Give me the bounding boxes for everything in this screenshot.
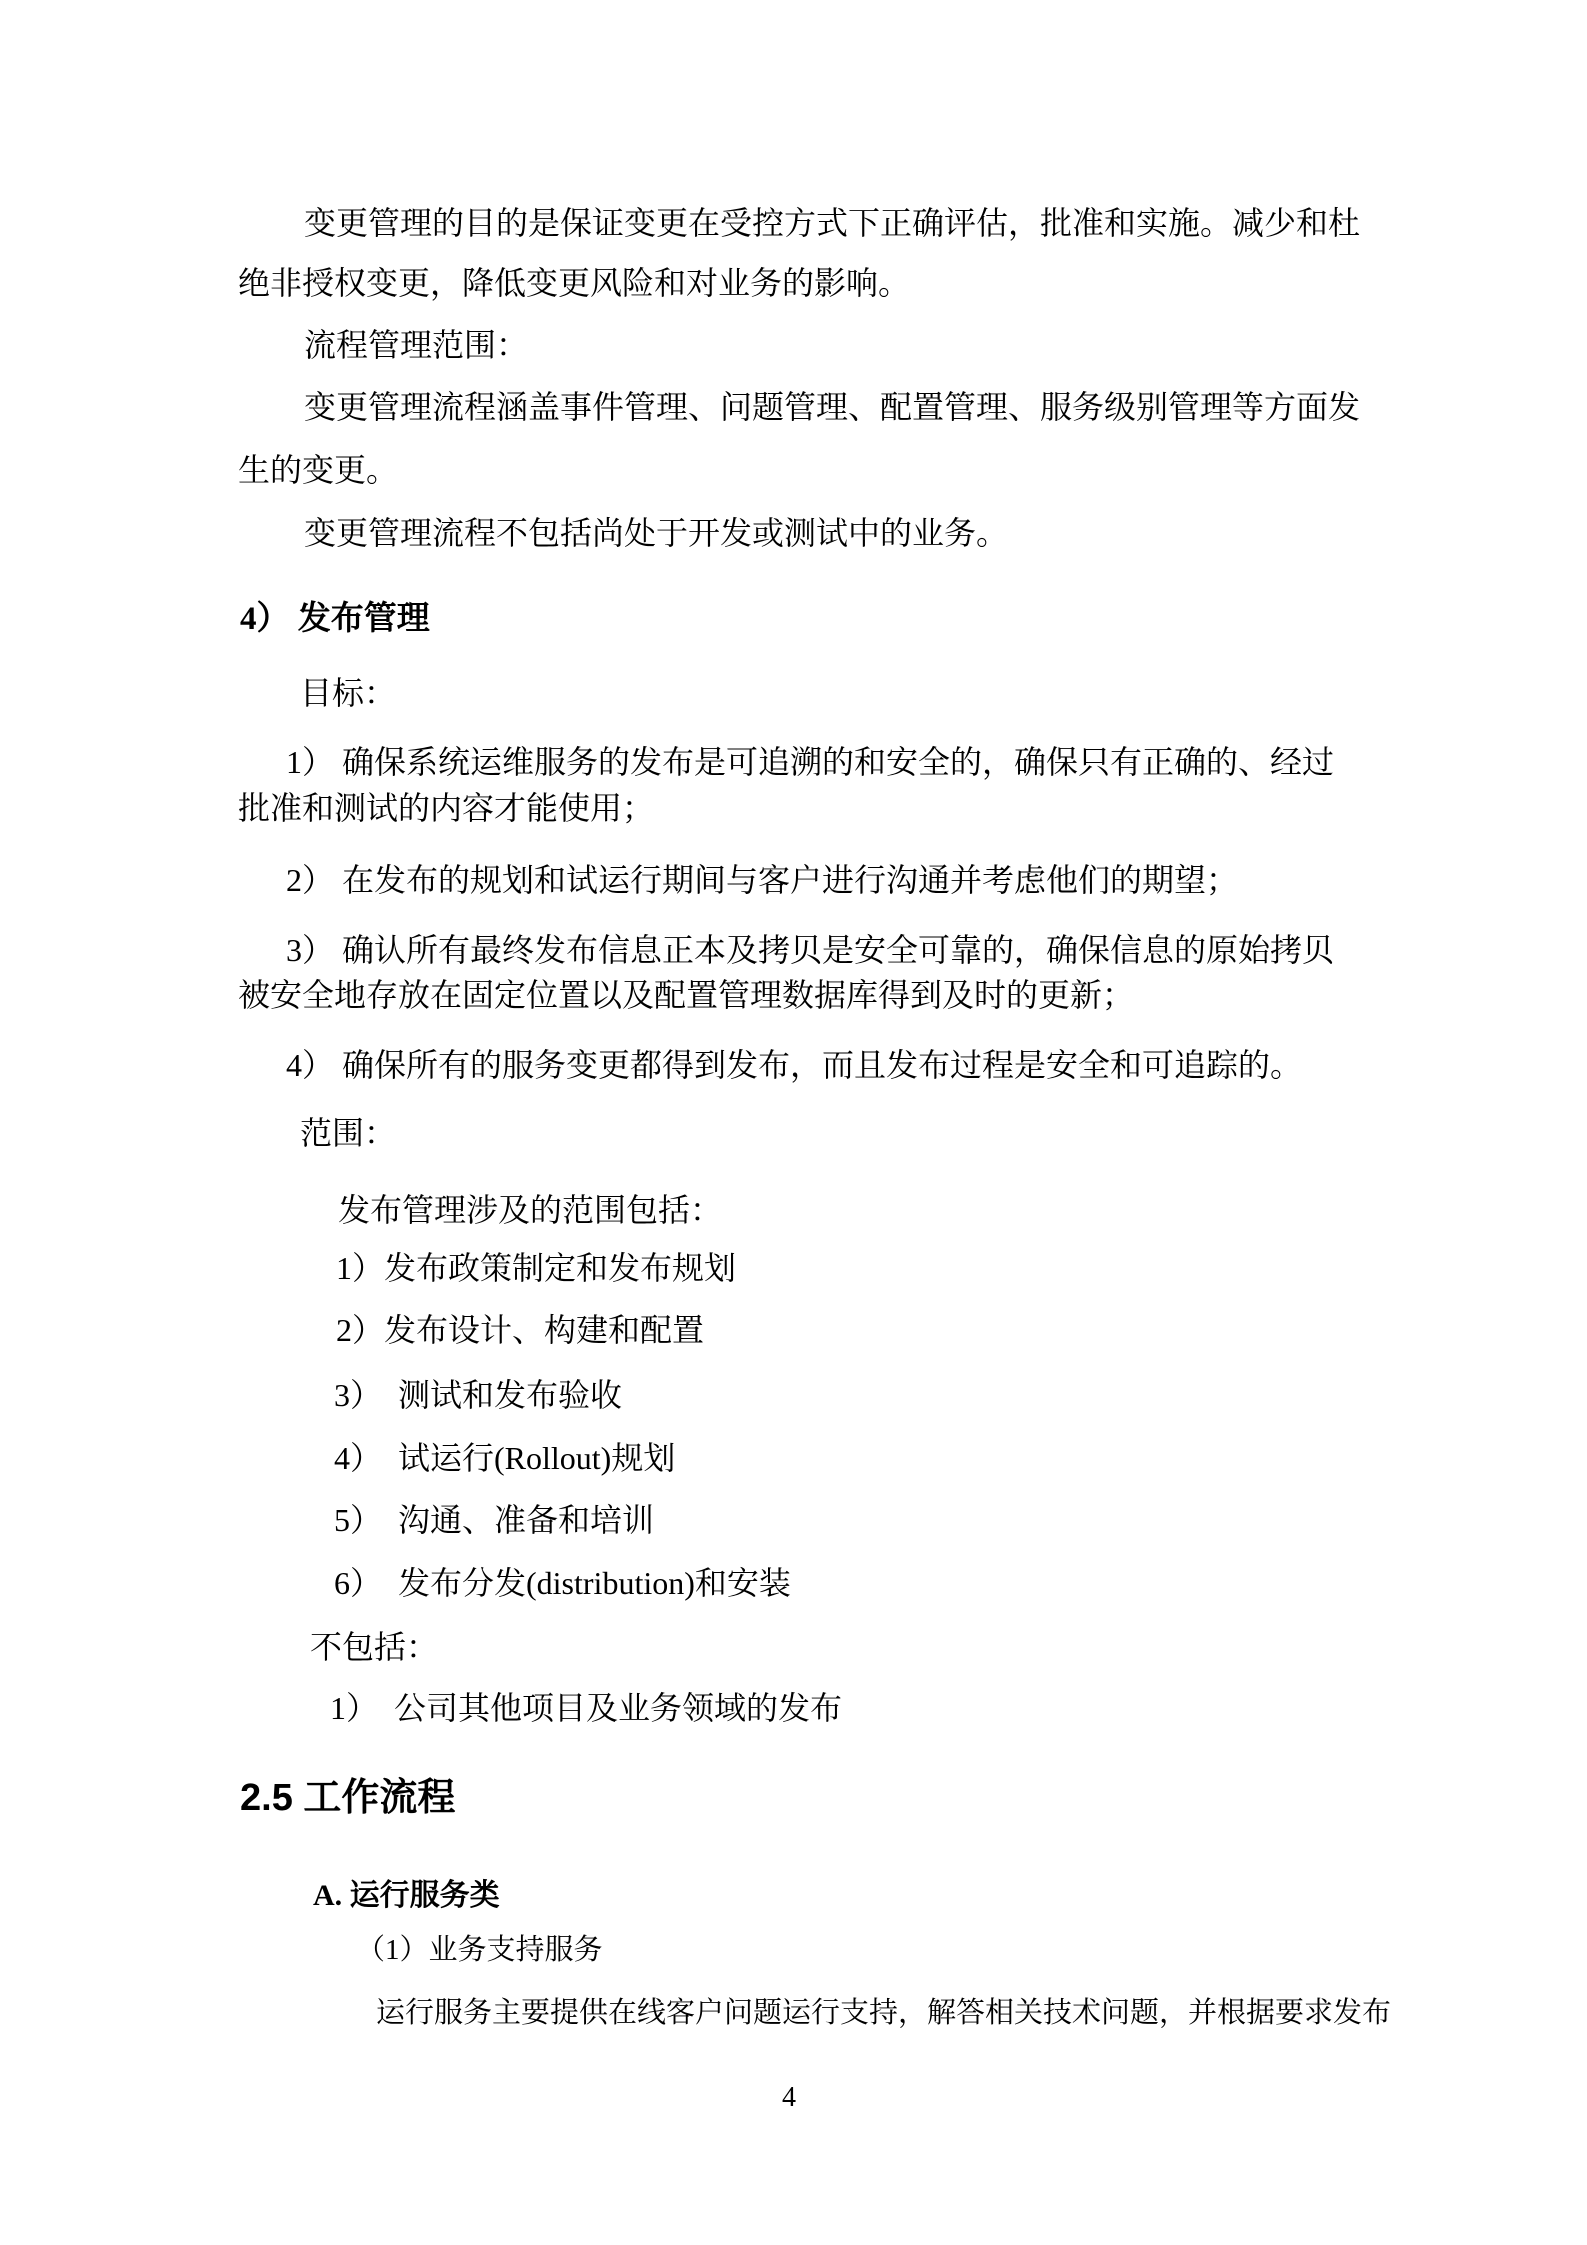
- scope-item-3: 3） 测试和发布验收: [334, 1377, 623, 1413]
- exclusion-item: 1） 公司其他项目及业务领域的发布: [330, 1690, 843, 1726]
- workflow-body-line1: 运行服务主要提供在线客户问题运行支持，解答相关技术问题，并根据要求发布: [376, 1997, 1392, 2029]
- release-scope-label: 范围：: [300, 1115, 397, 1151]
- workflow-heading: 2.5 工作流程: [240, 1777, 456, 1819]
- release-mgmt-heading: 4） 发布管理: [240, 601, 430, 637]
- scope-item-1: 1）发布政策制定和发布规划: [336, 1250, 737, 1286]
- goal3-line2: 被安全地存放在固定位置以及配置管理数据库得到及时的更新；: [238, 977, 1135, 1013]
- change-exclusion: 变更管理流程不包括尚处于开发或测试中的业务。: [304, 515, 1009, 551]
- goal4: 4） 确保所有的服务变更都得到发布，而且发布过程是安全和可追踪的。: [286, 1047, 1303, 1083]
- page-number: 4: [782, 2082, 796, 2113]
- goal1-line2: 批准和测试的内容才能使用；: [238, 790, 655, 826]
- change-scope-line1: 变更管理流程涵盖事件管理、问题管理、配置管理、服务级别管理等方面发: [304, 389, 1361, 425]
- scope-item-5: 5） 沟通、准备和培训: [334, 1502, 655, 1538]
- scope-item-4: 4） 试运行(Rollout)规划: [334, 1440, 676, 1476]
- change-purpose-line2: 绝非授权变更，降低变更风险和对业务的影响。: [238, 265, 911, 301]
- scope-item-2: 2）发布设计、构建和配置: [336, 1312, 705, 1348]
- change-scope-line2: 生的变更。: [238, 452, 399, 488]
- exclusion-label: 不包括：: [310, 1629, 439, 1665]
- scope-item-6: 6） 发布分发(distribution)和安装: [334, 1565, 791, 1601]
- goal1-line1: 1） 确保系统运维服务的发布是可追溯的和安全的，确保只有正确的、经过: [286, 744, 1335, 780]
- goal2: 2） 在发布的规划和试运行期间与客户进行沟通并考虑他们的期望；: [286, 862, 1239, 898]
- goals-label: 目标：: [300, 675, 397, 711]
- process-scope-label: 流程管理范围：: [304, 327, 529, 363]
- goal3-line1: 3） 确认所有最终发布信息正本及拷贝是安全可靠的，确保信息的原始拷贝: [286, 932, 1335, 968]
- workflow-category-a: A. 运行服务类: [313, 1879, 500, 1912]
- release-scope-intro: 发布管理涉及的范围包括：: [338, 1192, 723, 1228]
- workflow-item1: （1）业务支持服务: [356, 1934, 603, 1966]
- change-purpose-line1: 变更管理的目的是保证变更在受控方式下正确评估，批准和实施。减少和杜: [304, 205, 1361, 241]
